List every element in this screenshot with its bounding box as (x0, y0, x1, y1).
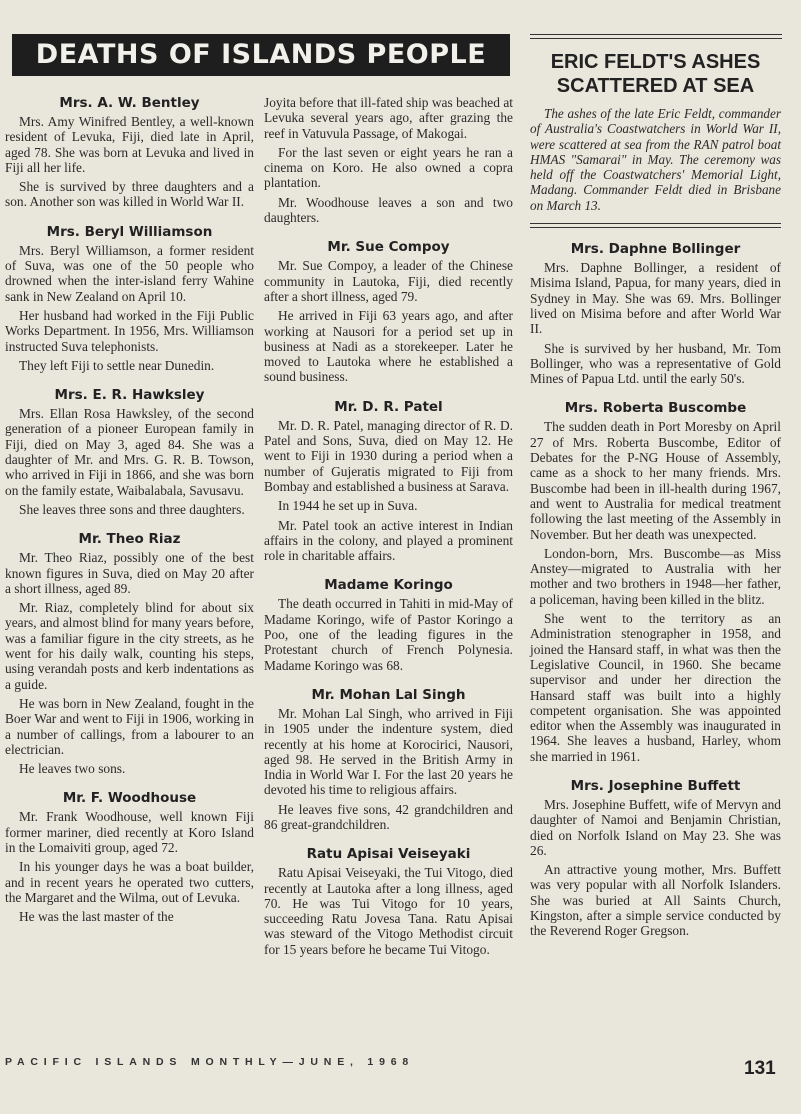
obituary-paragraph: He leaves two sons. (19, 761, 126, 777)
obituary-paragraph: She is survived by three daughters and a son. Another son was killed in World War II. (5, 179, 254, 210)
obituary (530, 400, 781, 764)
feldt-rule-1 (530, 223, 781, 224)
column-2 (264, 95, 513, 971)
obituary-heading: Mrs. Daphne Bollinger (570, 241, 741, 258)
obituary (264, 95, 513, 225)
obituary-heading: Mrs. Beryl Williamson (46, 223, 213, 240)
feldt-rule-2 (530, 227, 781, 228)
page-number: 131 (744, 1058, 776, 1079)
obituary (264, 846, 513, 957)
obituary (5, 387, 254, 517)
obituary (5, 790, 254, 924)
obituary-paragraph: She leaves three sons and three daughters. (19, 501, 245, 517)
obituary (264, 239, 513, 384)
obituary-heading: Mrs. A. W. Bentley (59, 95, 200, 111)
obituary-paragraph: The death occurred in Tahiti in mid-May of Madame Koringo, wife of Pastor Koringo a Poo, one of the leading figures in the Protestant church of French Polynesia. Madame Koringo was 68. (264, 596, 513, 673)
obituary-paragraph: An attractive young mother, Mrs. Buffett was very popular with all Norfolk Islanders. She was buried at All Saints Church, Kingston, after a simple service conducted by the Reverend Roger Gregson. (530, 862, 781, 939)
obituary-paragraph: Mr. Sue Compoy, a leader of the Chinese community in Lautoka, Fiji, died recently after a short illness, aged 79. (264, 258, 513, 304)
obituary-paragraph: Mr. Riaz, completely blind for about six years, and almost blind for many years before, was a familiar figure in the city streets, as he went for his daily walk, counting his steps, using verandah posts and kerb indentations as a guide. (5, 600, 254, 692)
top-rule-2 (530, 38, 782, 39)
obituary-paragraph: Mrs. Josephine Buffett, wife of Mervyn and daughter of Namoi and Benjamin Christian, died on Norfolk Island on May 23. She was 26. (530, 796, 781, 858)
section-banner: DEATHS OF ISLANDS PEOPLE (12, 34, 510, 76)
obituary-paragraph: He was the last master of the (19, 909, 174, 925)
obituary-paragraph: For the last seven or eight years he ran a cinema on Koro. He also owned a copra plantation. (264, 144, 513, 191)
obituary-paragraph: Mrs. Daphne Bollinger, a resident of Misima Island, Papua, for many years, died in Sydney in May. She was 69. Mrs. Bollinger lived on Misima before and after World War II. (530, 260, 781, 337)
column-3-obituaries (530, 241, 781, 939)
feldt-article (530, 50, 781, 213)
top-rule-1 (530, 34, 782, 35)
obituary-paragraph: In 1944 he set up in Suva. (278, 498, 418, 514)
obituary-paragraph: He arrived in Fiji 63 years ago, and after working at Nausori for a period set up in business at Nadi as a storekeeper. Later he moved to Lautoka where he established a sound business. (264, 308, 513, 385)
obituary-heading: Mrs. E. R. Hawksley (54, 387, 205, 404)
obituary-paragraph: Mrs. Ellan Rosa Hawksley, of the second generation of a pioneer European family in Fiji, died on May 3, aged 84. She was a daughter of Mr. and Mrs. G. R. B. Towson, who arrived in Fiji in 1866, and she was born on the family estate, Waibalabala, Savusavu. (5, 406, 254, 498)
obituary-heading: Ratu Apisai Veiseyaki (306, 846, 471, 863)
obituary-paragraph: Mrs. Beryl Williamson, a former resident of Suva, was one of the 50 people who drowned when the inter-island ferry Wahine sank in New Zealand on April 10. (5, 242, 254, 304)
column-3 (530, 50, 781, 953)
column-1 (5, 95, 254, 938)
obituary-paragraph: Mr. Frank Woodhouse, well known Fiji former mariner, died recently at Koro Island in the Lomaiviti group, aged 72. (5, 809, 254, 855)
obituary (264, 687, 513, 832)
obituary-paragraph: Her husband had worked in the Fiji Public Works Department. In 1956, Mrs. Williamson instructed Suva telephonists. (5, 307, 254, 354)
obituary-paragraph: Mr. Woodhouse leaves a son and two daughters. (264, 194, 513, 226)
obituary-paragraph: He leaves five sons, 42 grandchildren and 86 great-grandchildren. (264, 801, 513, 832)
obituary-heading: Mr. F. Woodhouse (62, 790, 197, 807)
obituary-paragraph: London-born, Mrs. Buscombe—as Miss Anstey—migrated to Australia with her mother and two brothers in 1948—her father, a policeman, having been killed in the blitz. (530, 545, 781, 607)
obituary (264, 399, 513, 564)
footer-masthead: PACIFIC ISLANDS MONTHLY—JUNE, 1968 (5, 1056, 414, 1068)
obituary-paragraph: She went to the territory as an Administration stenographer in 1958, and joined the Hansard staff, in what was then the Legislative Council, in 1960. She became supervisor and under her direction the Hansard staff was built into a highly competent organisation. She was appointed editor when the Assembly was inaugurated in 1964. She leaves a husband, Harley, whom she married in 1961. (530, 611, 781, 764)
obituary-heading: Mr. Theo Riaz (78, 531, 181, 548)
obituary-paragraph: In his younger days he was a boat builder, and in recent years he operated two cutters, the Margaret and the Wilma, out of Levuka. (5, 859, 254, 905)
obituary-paragraph: They left Fiji to settle near Dunedin. (19, 357, 215, 373)
obituary-heading: Mrs. Roberta Buscombe (564, 400, 747, 417)
obituary-paragraph: Joyita before that ill-fated ship was beached at Levuka several years ago, after grazing the reef in Vatuvula Passage, of Makogai. (264, 95, 513, 141)
obituary-heading: Madame Koringo (324, 577, 453, 594)
obituary (530, 778, 781, 939)
obituary-paragraph: The sudden death in Port Moresby on April 27 of Mrs. Roberta Buscombe, Editor of Debates for the P-NG House of Assembly, came as a shock to her many friends. Mrs. Buscombe had been in ill-health during 1967, and went to Australia for medical treatment following the last meeting of the Assembly in November. But her death was unexpected. (530, 419, 781, 542)
obituary (5, 531, 254, 776)
obituary-paragraph: Mr. Patel took an active interest in Indian affairs in the colony, and played a prominent role in charitable affairs. (264, 517, 513, 564)
obituary-paragraph: Mr. D. R. Patel, managing director of R. D. Patel and Sons, Suva, died on May 12. He went to Fiji in 1930 during a period when a number of Gujeratis migrated to Fiji from Bombay and established a business at Sarava. (264, 417, 513, 494)
obituary-paragraph: He was born in New Zealand, fought in the Boer War and went to Fiji in 1906, working in a number of callings, from a labourer to an electrician. (5, 695, 254, 757)
feldt-title: ERIC FELDT'S ASHES SCATTERED AT SEA (550, 51, 761, 97)
obituary-heading: Mr. Mohan Lal Singh (311, 686, 466, 703)
obituary-paragraph: Mr. Mohan Lal Singh, who arrived in Fiji in 1905 under the indenture system, died recently at his home at Korocirici, Nausori, aged 98. He served in the British Army in India in World War I. For the last 20 years he devoted his time to religious affairs. (264, 705, 513, 798)
obituary-paragraph: She is survived by her husband, Mr. Tom Bollinger, who was a representative of Gold Mines of Papua Ltd. until the early 50's. (530, 340, 781, 387)
obituary (5, 224, 254, 373)
obituary (5, 95, 254, 210)
obituary-heading: Mr. D. R. Patel (334, 398, 443, 415)
feldt-text: The ashes of the late Eric Feldt, commander of Australia's Coastwatchers in World War II, were scattered at sea from the RAN patrol boat HMAS "Samarai" in May. The ceremony was held off the Coastwatchers' Memorial Light, Madang. Commander Feldt died in Brisbane on March 13. (530, 106, 781, 213)
obituary-heading: Mr. Sue Compoy (327, 239, 450, 256)
obituary-heading: Mrs. Josephine Buffett (570, 777, 741, 794)
obituary (264, 577, 513, 672)
obituary (530, 241, 781, 386)
obituary-paragraph: Mr. Theo Riaz, possibly one of the best known figures in Suva, died on May 20 after a short illness, aged 89. (5, 550, 254, 596)
obituary-paragraph: Ratu Apisai Veiseyaki, the Tui Vitogo, died recently at Lautoka after a long illness, aged 70. He was Tui Vitogo for 10 years, succeeding Ratu Jovesa Tana. Ratu Apisai was steward of the Vitogo Methodist circuit for 15 years before he became Tui Vitogo. (264, 865, 513, 957)
obituary-paragraph: Mrs. Amy Winifred Bentley, a well-known resident of Levuka, Fiji, died late in April, aged 78. She was born at Levuka and lived in Fiji all her life. (5, 114, 254, 175)
